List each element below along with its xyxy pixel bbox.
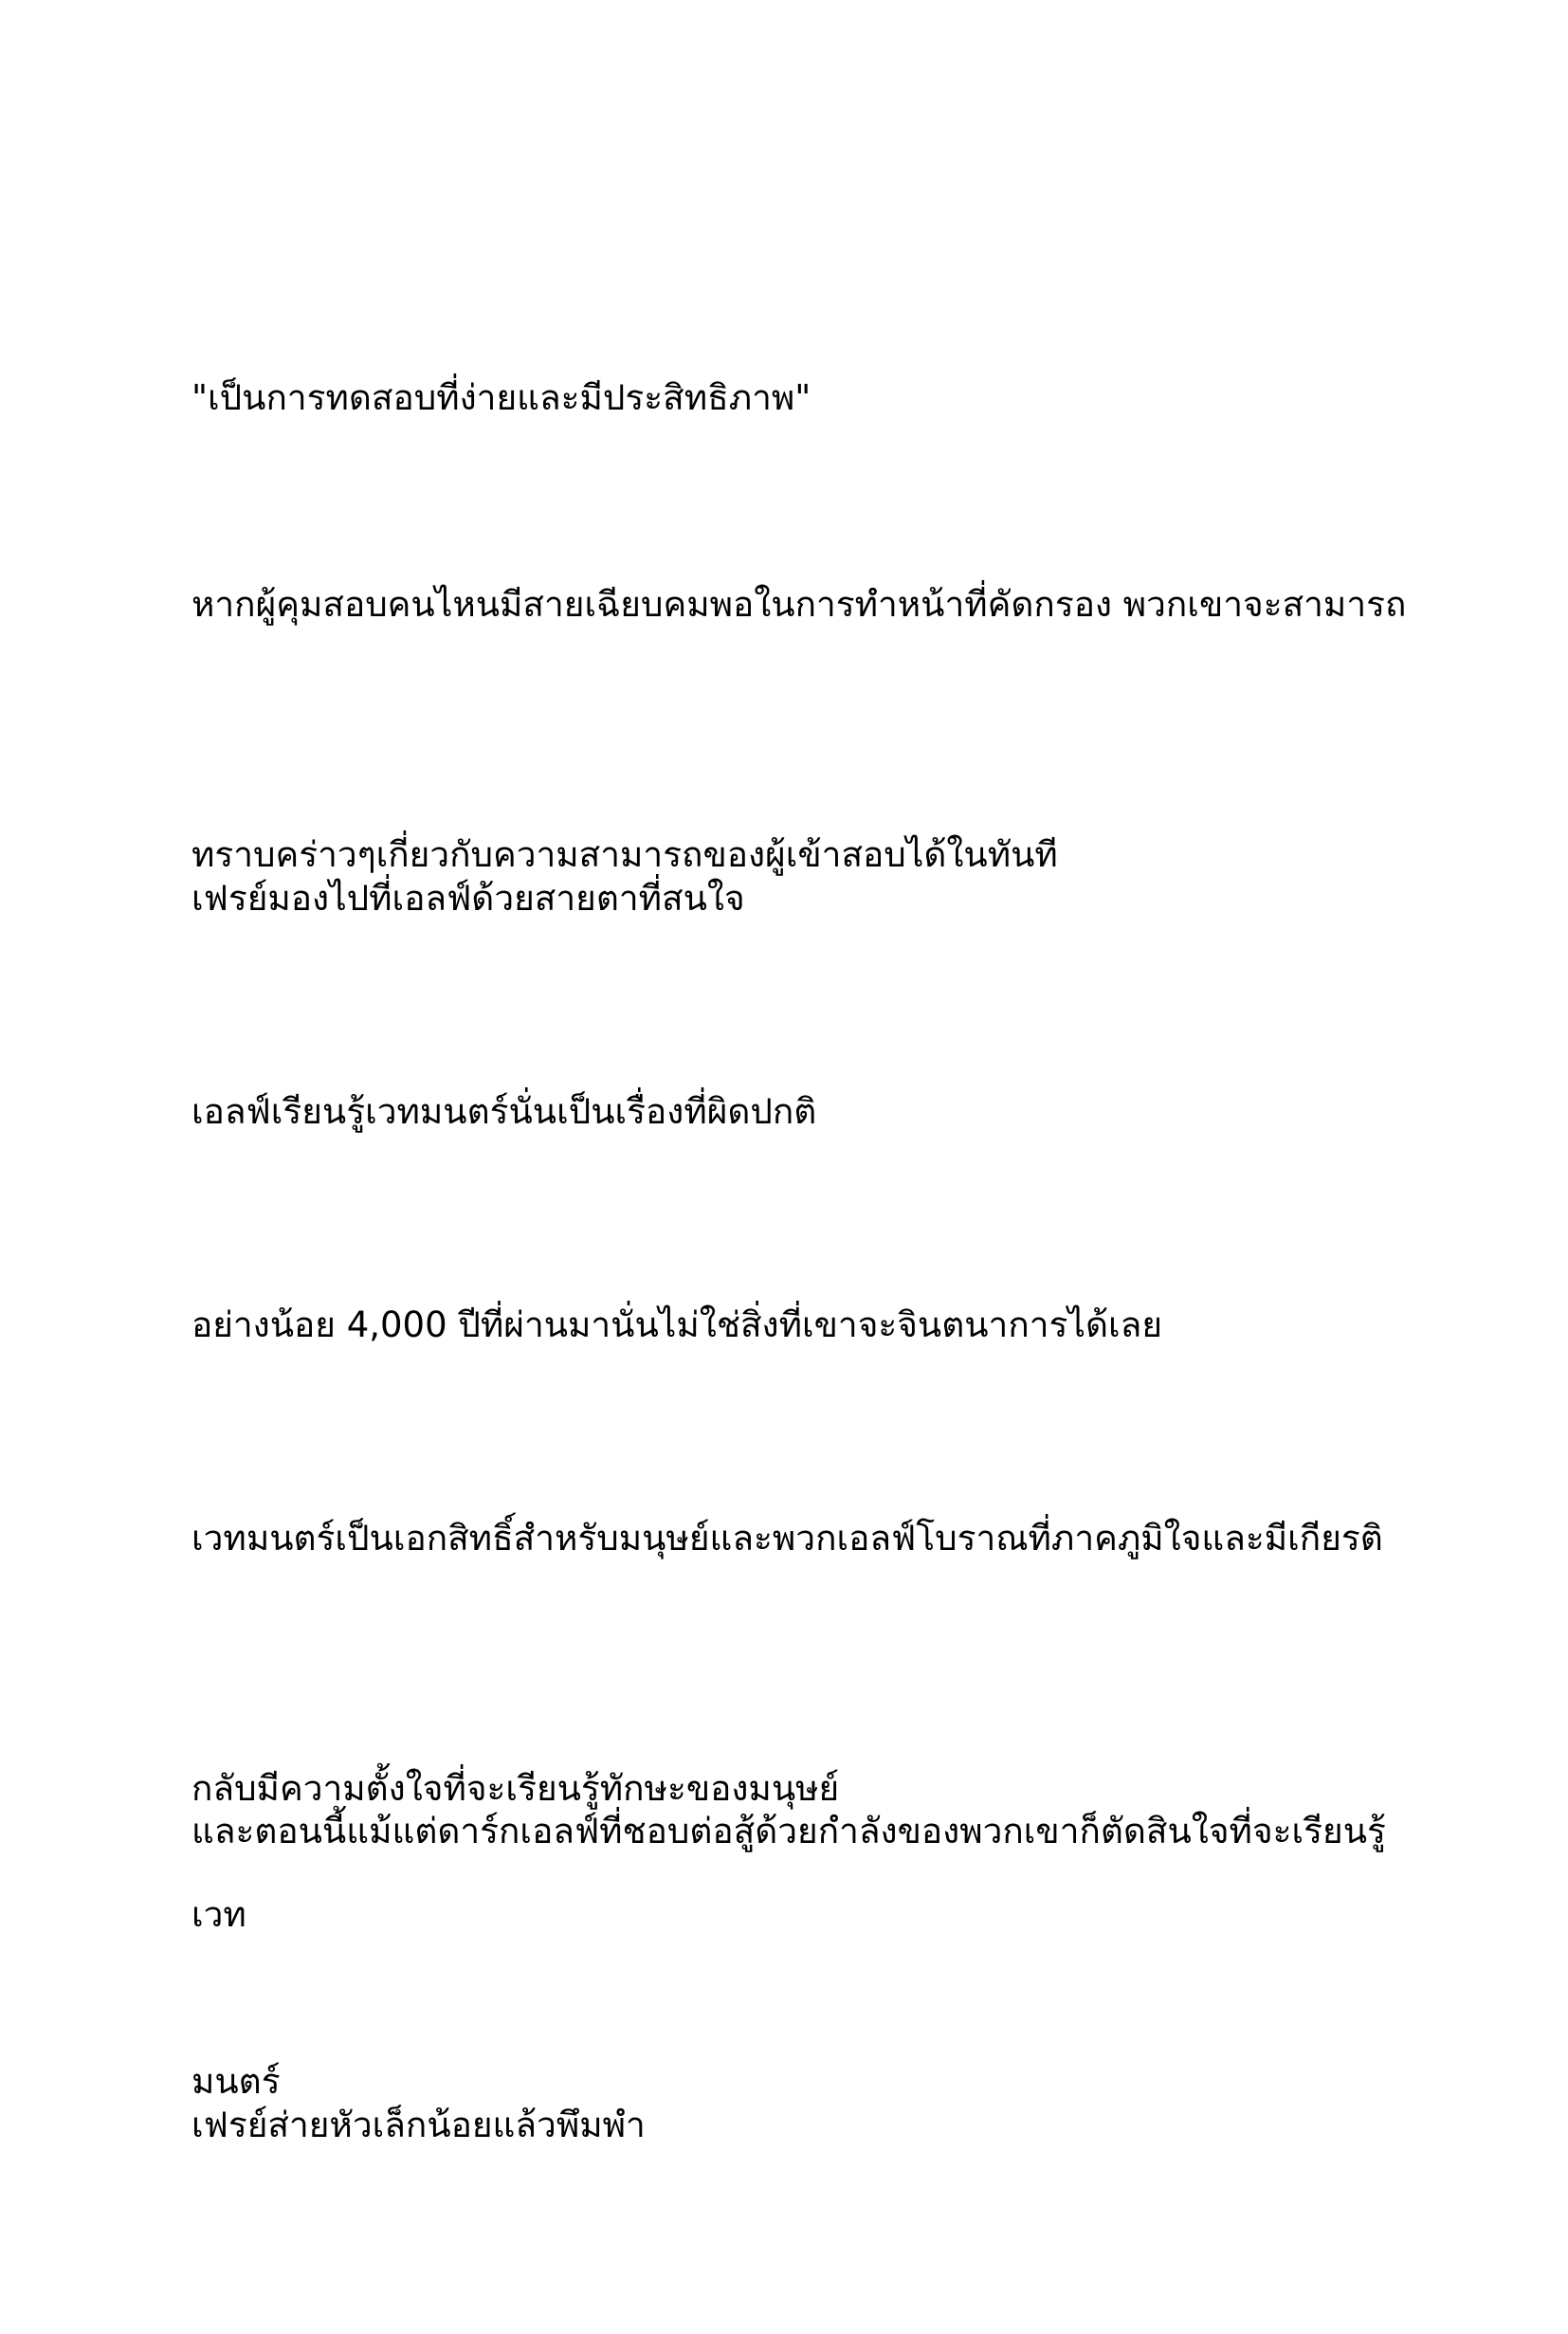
paragraph-8 <box>191 1917 1424 2334</box>
paragraph-line: อย่างน้อย 4,000 ปีที่ผ่านมานั่นไม่ใช่สิ่งที่เขาจะจินตนาการได้เลย <box>191 1304 1163 1345</box>
paragraph-line: เฟรย์ส่ายหัวเล็กน้อยแล้วพึมพำ <box>191 2105 646 2145</box>
paragraph-line: เวทมนตร์เป็นเอกสิทธิ์สำหรับมนุษย์และพวกเอลฟ์โบราณที่ภาคภูมิใจและมีเกียรติ <box>191 1518 1383 1559</box>
paragraph-line: เอลฟ์เรียนรู้เวทมนตร์นั่นเป็นเรื่องที่ผิดปกติ <box>191 1091 817 1132</box>
paragraph-line: และตอนนี้แม้แต่ดาร์กเอลฟ์ที่ชอบต่อสู้ด้วยกำลังของพวกเขาก็ตัดสินใจที่จะเรียนรู้เวท <box>191 1811 1386 1935</box>
paragraph-line: ทราบคร่าวๆเกี่ยวกับความสามารถของผู้เข้าสอบได้ในทันที <box>191 834 1058 875</box>
paragraph-line: "เป็นการทดสอบที่ง่ายและมีประสิทธิภาพ" <box>191 377 811 418</box>
paragraph-line: มนตร์ <box>191 2061 281 2102</box>
paragraph-line: หากผู้คุมสอบคนไหนมีสายเฉียบคมพอในการทำหน้าที่คัดกรอง พวกเขาจะสามารถ <box>191 584 1407 625</box>
paragraph-line: กลับมีความตั้งใจที่จะเรียนรู้ทักษะของมนุษย์ <box>191 1768 840 1809</box>
paragraph-line: เฟรย์มองไปที่เอลฟ์ด้วยสายตาที่สนใจ <box>191 878 745 919</box>
